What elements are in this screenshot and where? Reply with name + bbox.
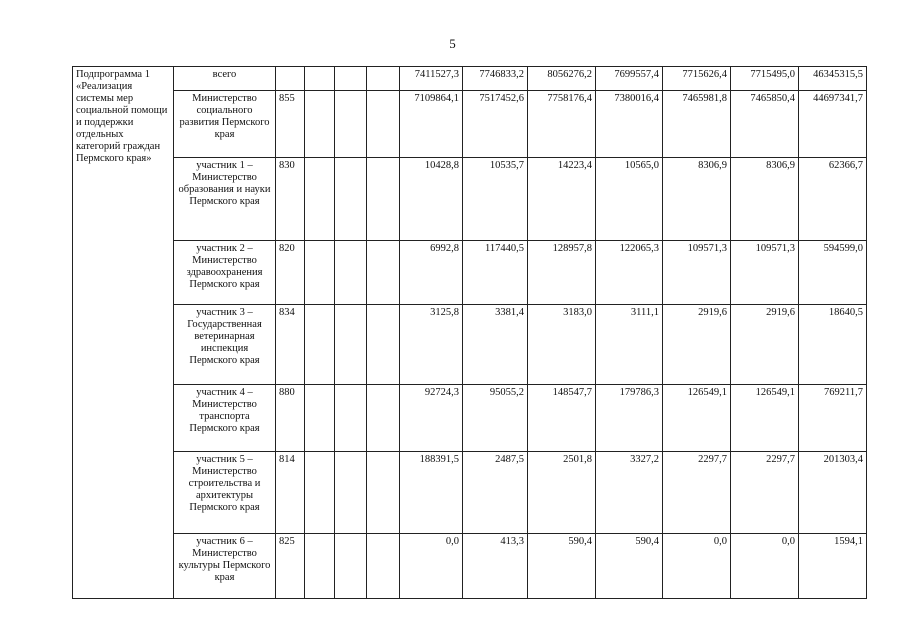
value-cell: 3381,4 <box>463 305 528 385</box>
value-cell: 62366,7 <box>799 158 867 241</box>
value-cell: 2297,7 <box>731 452 799 534</box>
value-cell: 128957,8 <box>528 241 596 305</box>
empty-cell <box>305 91 335 158</box>
code-cell: 814 <box>276 452 305 534</box>
value-cell: 126549,1 <box>663 385 731 452</box>
empty-cell <box>305 158 335 241</box>
value-cell: 201303,4 <box>799 452 867 534</box>
value-cell: 7380016,4 <box>596 91 663 158</box>
empty-cell <box>305 241 335 305</box>
value-cell: 8056276,2 <box>528 67 596 91</box>
value-cell: 590,4 <box>528 534 596 599</box>
organization-cell: участник 5 – Министерство строительства и архитектуры Пермского края <box>174 452 276 534</box>
budget-table <box>72 66 867 599</box>
value-cell: 44697341,7 <box>799 91 867 158</box>
value-cell: 0,0 <box>400 534 463 599</box>
empty-cell <box>367 158 400 241</box>
page-number: 5 <box>449 36 456 51</box>
value-cell: 7109864,1 <box>400 91 463 158</box>
organization-cell: участник 2 – Министерство здравоохранения Пермского края <box>174 241 276 305</box>
code-cell: 880 <box>276 385 305 452</box>
value-cell: 1594,1 <box>799 534 867 599</box>
value-cell: 769211,7 <box>799 385 867 452</box>
value-cell: 10565,0 <box>596 158 663 241</box>
organization-cell: всего <box>174 67 276 91</box>
value-cell: 10428,8 <box>400 158 463 241</box>
organization-cell: участник 1 – Министерство образования и науки Пермского края <box>174 158 276 241</box>
table-row <box>73 241 867 305</box>
empty-cell <box>335 67 367 91</box>
value-cell: 14223,4 <box>528 158 596 241</box>
organization-cell: Министерство социального развития Пермского края <box>174 91 276 158</box>
empty-cell <box>305 385 335 452</box>
value-cell: 2501,8 <box>528 452 596 534</box>
value-cell: 2919,6 <box>663 305 731 385</box>
value-cell: 7465850,4 <box>731 91 799 158</box>
code-cell: 825 <box>276 534 305 599</box>
value-cell: 7411527,3 <box>400 67 463 91</box>
empty-cell <box>335 305 367 385</box>
empty-cell <box>305 534 335 599</box>
value-cell: 594599,0 <box>799 241 867 305</box>
value-cell: 7758176,4 <box>528 91 596 158</box>
value-cell: 2487,5 <box>463 452 528 534</box>
value-cell: 10535,7 <box>463 158 528 241</box>
value-cell: 6992,8 <box>400 241 463 305</box>
value-cell: 7746833,2 <box>463 67 528 91</box>
organization-cell: участник 4 – Министерство транспорта Пермского края <box>174 385 276 452</box>
table-row <box>73 305 867 385</box>
value-cell: 7517452,6 <box>463 91 528 158</box>
empty-cell <box>335 452 367 534</box>
value-cell: 92724,3 <box>400 385 463 452</box>
empty-cell <box>367 385 400 452</box>
value-cell: 18640,5 <box>799 305 867 385</box>
table-row <box>73 452 867 534</box>
value-cell: 122065,3 <box>596 241 663 305</box>
empty-cell <box>367 305 400 385</box>
code-cell <box>276 67 305 91</box>
code-cell: 855 <box>276 91 305 158</box>
empty-cell <box>367 91 400 158</box>
value-cell: 2297,7 <box>663 452 731 534</box>
value-cell: 8306,9 <box>731 158 799 241</box>
value-cell: 3183,0 <box>528 305 596 385</box>
value-cell: 188391,5 <box>400 452 463 534</box>
value-cell: 7465981,8 <box>663 91 731 158</box>
value-cell: 0,0 <box>663 534 731 599</box>
code-cell: 820 <box>276 241 305 305</box>
value-cell: 8306,9 <box>663 158 731 241</box>
value-cell: 46345315,5 <box>799 67 867 91</box>
value-cell: 179786,3 <box>596 385 663 452</box>
value-cell: 109571,3 <box>663 241 731 305</box>
empty-cell <box>367 452 400 534</box>
value-cell: 3111,1 <box>596 305 663 385</box>
value-cell: 413,3 <box>463 534 528 599</box>
empty-cell <box>367 534 400 599</box>
organization-cell: участник 6 – Министерство культуры Пермского края <box>174 534 276 599</box>
value-cell: 7715626,4 <box>663 67 731 91</box>
organization-cell: участник 3 – Государственная ветеринарная инспекция Пермского края <box>174 305 276 385</box>
empty-cell <box>335 385 367 452</box>
empty-cell <box>305 67 335 91</box>
value-cell: 0,0 <box>731 534 799 599</box>
value-cell: 126549,1 <box>731 385 799 452</box>
value-cell: 7699557,4 <box>596 67 663 91</box>
value-cell: 109571,3 <box>731 241 799 305</box>
empty-cell <box>367 67 400 91</box>
empty-cell <box>367 241 400 305</box>
table-row <box>73 534 867 599</box>
empty-cell <box>305 305 335 385</box>
table-row <box>73 67 867 91</box>
empty-cell <box>305 452 335 534</box>
empty-cell <box>335 158 367 241</box>
table-row <box>73 158 867 241</box>
code-cell: 830 <box>276 158 305 241</box>
code-cell: 834 <box>276 305 305 385</box>
value-cell: 117440,5 <box>463 241 528 305</box>
value-cell: 3125,8 <box>400 305 463 385</box>
empty-cell <box>335 534 367 599</box>
table-row <box>73 91 867 158</box>
value-cell: 2919,6 <box>731 305 799 385</box>
value-cell: 7715495,0 <box>731 67 799 91</box>
empty-cell <box>335 91 367 158</box>
value-cell: 95055,2 <box>463 385 528 452</box>
value-cell: 590,4 <box>596 534 663 599</box>
value-cell: 148547,7 <box>528 385 596 452</box>
program-name-cell: Подпрограмма 1 «Реализация системы мер социальной помощи и поддержки отдельных категорий граждан Пермского края» <box>73 67 174 599</box>
value-cell: 3327,2 <box>596 452 663 534</box>
empty-cell <box>335 241 367 305</box>
table-row <box>73 385 867 452</box>
